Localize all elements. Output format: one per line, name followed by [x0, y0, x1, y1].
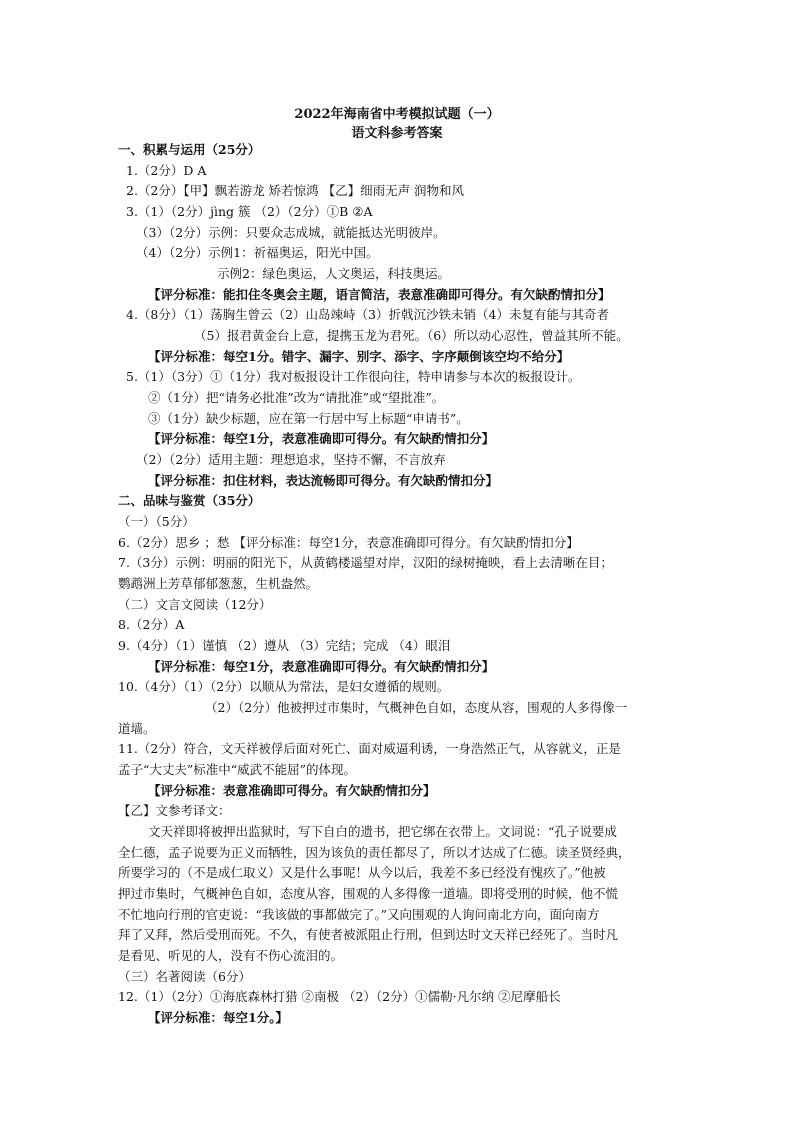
answer-line: ③（1分）缺少标题，应在第一行居中写上标题“申请书”。 [148, 411, 469, 426]
answer-line: 4.（8分）（1）荡胸生曾云（2）山岛竦峙（3）折戟沉沙铁未销（4）未复有能与其奇者 [126, 307, 609, 322]
scoring-criteria: 【评分标准：每空1分，表意准确即可得分。有欠缺酌情扣分】 [148, 659, 495, 674]
section-heading: 二、品味与鉴赏（35分） [118, 493, 261, 508]
scoring-criteria: 【评分标准：能扣住冬奥会主题，语言简洁，表意准确即可得分。有欠缺酌情扣分】 [148, 287, 611, 302]
translation-line: 拜了又拜，然后受刑而死。不久，有使者被派阻止行刑，但到达时文天祥已经死了。当时凡 [118, 927, 619, 942]
answer-line: 3.（1）（2分）jìng 簇 （2）（2分）①B ②A [126, 204, 373, 219]
section-heading: 一、积累与运用（25分） [118, 142, 261, 157]
answer-line: 9.（4分）（1）谨慎 （2）遵从 （3）完结；完成 （4）眼泪 [118, 638, 451, 653]
answer-line: 鹦鹉洲上芳草郁郁葱葱，生机盎然。 [118, 576, 319, 591]
subsection-heading: （二）文言文阅读（12分） [118, 597, 272, 612]
answer-line: 7.（3分）示例：明丽的阳光下，从黄鹤楼遥望对岸，汉阳的绿树掩映，看上去清晰在目； [118, 555, 613, 570]
answer-line: （2）（2分）他被押过市集时，气概神色自如，态度从容，围观的人多得像一 [205, 700, 628, 715]
scoring-criteria: 【评分标准：扣住材料，表达流畅即可得分。有欠缺酌情扣分】 [148, 473, 499, 488]
answer-line: 1.（2分）D A [126, 163, 207, 178]
answer-line: 8.（2分）A [118, 617, 185, 632]
translation-line: 是看见、听见的人，没有不伤心流泪的。 [118, 948, 344, 963]
scoring-criteria: 【评分标准：表意准确即可得分。有欠缺酌情扣分】 [148, 783, 436, 798]
answer-line: （3）（2分）示例：只要众志成城，就能抵达光明彼岸。 [136, 225, 446, 240]
translation-line: 所要学习的（不是成仁取义）又是什么事呢！从今以后，我差不多已经没有愧疚了。”他被 [118, 865, 606, 880]
subsection-heading: （三）名著阅读（6分） [118, 969, 251, 984]
translation-heading: 【乙】文参考译文： [118, 803, 231, 818]
translation-line: 不忙地向行刑的官吏说：“我该做的事都做完了。”又向围观的人询问南北方向，面向南方 [118, 907, 600, 922]
answer-line: 5.（1）（3分）①（1分）我对板报设计工作很向往，特申请参与本次的板报设计。 [126, 369, 581, 384]
answer-line: 示例2：绿色奥运，人文奥运，科技奥运。 [217, 266, 450, 281]
answer-line: 6.（2分）思乡 ；愁 【评分标准：每空1分，表意准确即可得分。有欠缺酌情扣分】 [118, 535, 579, 550]
answer-line: （4）（2分）示例1：祈福奥运，阳光中国。 [136, 245, 379, 260]
scoring-criteria: 【评分标准：每空1分。】 [148, 1010, 288, 1025]
scoring-criteria: 【评分标准：每空1分，表意准确即可得分。有欠缺酌情扣分】 [148, 431, 495, 446]
answer-line: （2）（2分）适用主题：理想追求，坚持不懈，不言放弃 [136, 452, 446, 467]
scoring-criteria: 【评分标准：每空1分。错字、漏字、别字、添字、字序颠倒该空均不给分】 [148, 349, 570, 364]
subsection-heading: （一）（5分） [118, 514, 195, 529]
answer-line: 10.（4分）（1）（2分）以顺从为常法，是妇女遵循的规则。 [118, 679, 450, 694]
answer-line: ②（1分）把“请务必批准”改为“请批准”或“望批准”。 [148, 390, 445, 405]
translation-line: 文天祥即将被押出监狱时，写下自白的遗书，把它绑在衣带上。文词说：“孔子说要成 [148, 824, 617, 839]
document-subtitle: 语文科参考答案 [351, 126, 443, 141]
document-title: 2022年海南省中考模拟试题（一） [294, 107, 500, 122]
answer-line: 2.（2分）【甲】飘若游龙 矫若惊鸿 【乙】细雨无声 润物和风 [126, 183, 465, 198]
translation-line: 押过市集时，气概神色自如，态度从容，围观的人多得像一道墙。即将受刑的时候，他不慌 [118, 886, 619, 901]
answer-line: （5）报君黄金台上意，提携玉龙为君死。（6）所以动心忍性，曾益其所不能。 [194, 328, 629, 343]
answer-line: 道墙。 [118, 721, 156, 736]
answer-line: 11.（2分）符合，文天祥被俘后面对死亡、面对威逼利诱，一身浩然正气，从容就义，正是 [118, 741, 621, 756]
answer-line: 孟子“大丈夫”标准中“威武不能屈”的体现。 [118, 762, 357, 777]
answer-line: 12.（1）（2分）①海底森林打猎 ②南极 （2）（2分）①儒勒·凡尔纳 ②尼摩船长 [118, 989, 561, 1004]
translation-line: 全仁德，孟子说要为正义而牺牲，因为该负的责任都尽了，所以才达成了仁德。读圣贤经典， [118, 845, 631, 860]
